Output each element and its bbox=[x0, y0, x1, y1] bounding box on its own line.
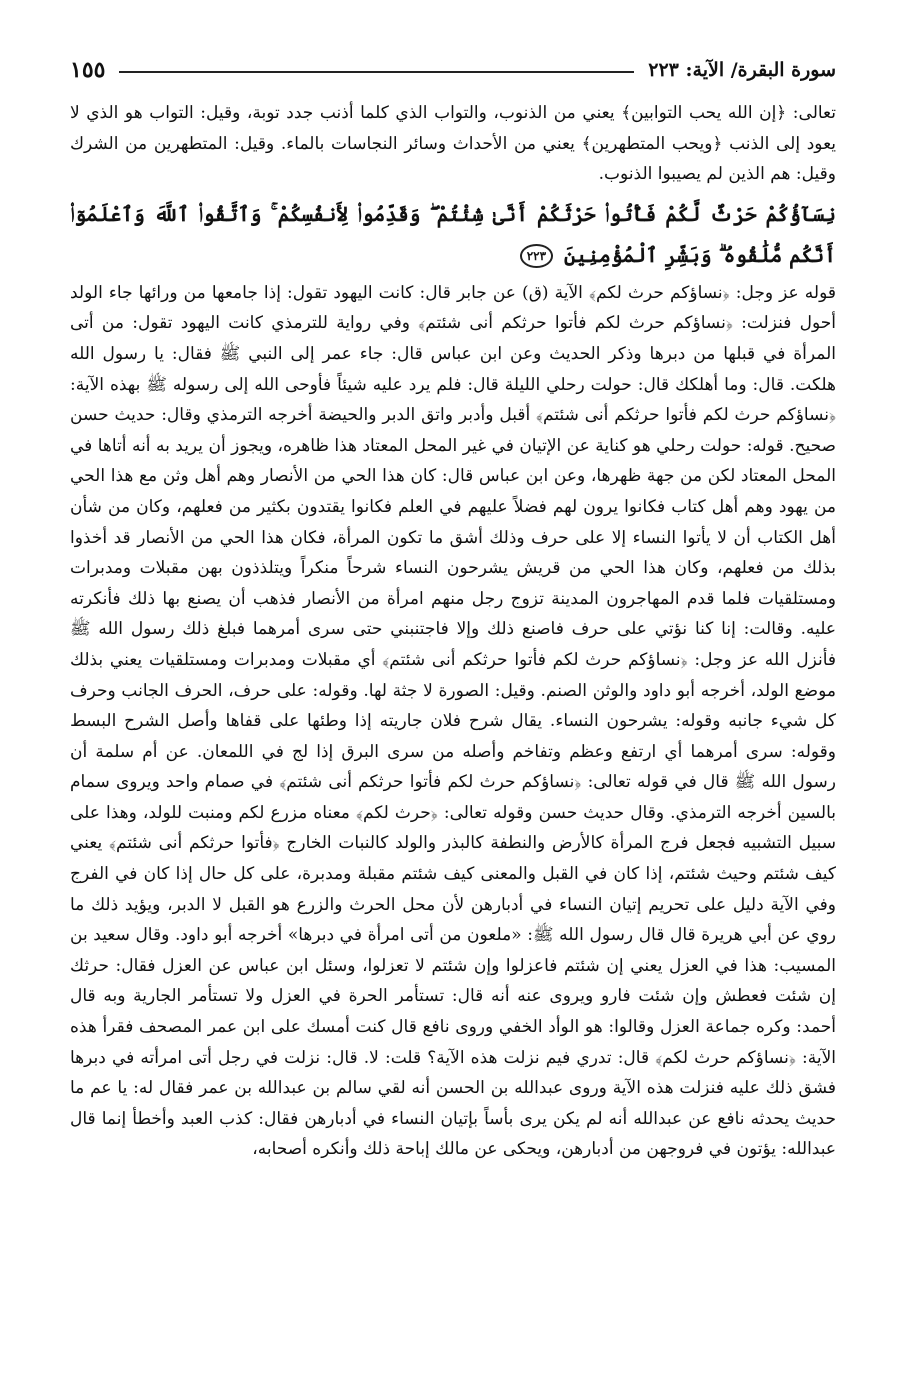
commentary-paragraph: قوله عز وجل: ﴿نساؤكم حرث لكم﴾ الآية (ق) عن جابر قال: كانت اليهود تقول: إذا جامعها من ورائها جاء الولد أحول فنزلت: ﴿نساؤكم حرث لكم فأتوا حرثكم أنى شئتم﴾ وفي رواية للترمذي كانت اليهود تقول: من أتى المرأة في قبلها من دبرها وذكر الحديث وعن ابن عباس قال: جاء عمر إلى النبي ﷺ فقال: يا رسول الله هلكت. قال: وما أهلكك قال: حولت رحلي الليلة قال: فلم يرد عليه شيئاً فأوحى الله إلى رسوله ﷺ بهذه الآية: ﴿نساؤكم حرث لكم فأتوا حرثكم أنى شئتم﴾ أقبل وأدبر واتق الدبر والحيضة أخرجه الترمذي وقال: حديث حسن صحيح. قوله: حولت رحلي هو كناية عن الإتيان في غير المحل المعتاد هذا ظاهره، ويجوز أن يريد به أنه أتاها في المحل المعتاد لكن من جهة ظهرها، وعن ابن عباس قال: كان هذا الحي من الأنصار وهم أهل وثن مع هذا الحي من يهود وهم أهل كتاب فكانوا يرون لهم فضلاً عليهم في العلم فكانوا يقتدون بكثير من فعلهم، وكان من شأن أهل الكتاب أن لا يأتوا النساء إلا على حرف وذلك أشق ما تكون المرأة، فكان هذا الحي من الأنصار قد أخذوا بذلك من فعلهم، وكان هذا الحي من قريش يشرحون النساء شرحاً منكراً ويتلذذون بهن مقبلات ومدبرات ومستلقيات فلما قدم المهاجرون المدينة تزوج رجل منهم امرأة من الأنصار فذهب أن يصنع بها ذلك فأنكرته عليه. وقالت: إنا كنا نؤتي على حرف فاصنع ذلك وإلا فاجتنبني حتى سرى أمرهما فبلغ ذلك رسول الله ﷺ فأنزل الله عز وجل: ﴿نساؤكم حرث لكم فأتوا حرثكم أنى شئتم﴾ أي مقبلات ومدبرات ومستلقيات يعني بذلك موضع الولد، أخرجه أبو داود والوثن الصنم. وقيل: الصورة لا جثة لها. وقوله: على حرف، الحرف الجانب وحرف كل شيء جانبه وقوله: يشرحون النساء. يقال شرح فلان جاريته إذا وطئها على قفاها وأصل الشرح البسط وقوله: سرى أمرهما أي ارتفع وعظم وتفاخم وأصله من سرى البرق إذا لج في اللمعان. عن أم سلمة أن رسول الله ﷺ قال في قوله تعالى: ﴿نساؤكم حرث لكم فأتوا حرثكم أنى شئتم﴾ في صمام واحد ويروى سمام بالسين أخرجه الترمذي. وقال حديث حسن وقوله تعالى: ﴿حرث لكم﴾ معناه مزرع لكم ومنبت للولد، وهذا على سبيل التشبيه فجعل فرج المرأة كالأرض والنطفة كالبذر والولد كالنبات الخارج ﴿فأتوا حرثكم أنى شئتم﴾ يعني كيف شئتم وحيث شئتم، إذا كان في القبل والمعنى كيف شئتم مقبلة ومدبرة، على كل حال إذا كان في الفرج وفي الآية دليل على تحريم إتيان النساء في أدبارهن لأن محل الحرث والزرع هو القبل لا الدبر، ويؤيد ذلك ما روي عن أبي هريرة قال قال رسول الله ﷺ: «ملعون من أتى امرأة في دبرها» أخرجه أبو داود. وقال سعيد بن المسيب: هذا في العزل يعني إن شئتم فاعزلوا وإن شئتم لا تعزلوا، وسئل ابن عباس عن العزل فقال: حرثك إن شئت فعطش وإن شئت فارو ويروى عنه أنه قال: تستأمر الحرة في العزل ولا تستأمر الجارية وبه قال أحمد: وكره جماعة العزل وقالوا: هو الوأد الخفي وروى نافع قال كنت أمسك على ابن عمر المصحف فقرأ هذه الآية: ﴿نساؤكم حرث لكم﴾ قال: تدري فيم نزلت هذه الآية؟ قلت: لا. قال: نزلت في رجل أتى امرأته في دبرها فشق ذلك عليه فنزلت هذه الآية وروى عبدالله بن الحسن أنه لقي سالم بن عبدالله بن عمر فقال له: يا عم ما حديث يحدثه نافع عن عبدالله أنه لم يكن يرى بأساً بإتيان النساء في أدبارهن فقال: كذب العبد وأخطأ إنما قال عبدالله: يؤتون في فروجهن من أدبارهن، ويحكى عن مالك إباحة ذلك وأنكره أصحابه، bbox=[70, 282, 836, 1160]
quran-verse bbox=[70, 194, 836, 276]
intro-paragraph: تعالى: ﴿إن الله يحب التوابين﴾ يعني من الذنوب، والتواب الذي كلما أذنب جدد توبة، وقيل: التواب هو الذي لا يعود إلى الذنب ﴿ويحب المتطهرين﴾ يعني من الأحداث وسائر النجاسات بالماء. وقيل: المتطهرين من الشرك وقيل: هم الذين لم يصيبوا الذنوب. bbox=[70, 103, 836, 185]
verse-text: نِسَآؤُكُمْ حَرْثٌ لَّكُمْ فَأْتُوا۟ حَرْثَكُمْ أَنَّىٰ شِئْتُمْ ۖ وَقَدِّمُوا۟ لِأَنفُسِكُمْ ۚ وَٱتَّقُوا۟ ٱللَّهَ وَٱعْلَمُوٓا۟ أَنَّكُم مُّلَٰقُوهُ ۗ وَبَشِّرِ ٱلْمُؤْمِنِينَ bbox=[70, 201, 836, 267]
page-header bbox=[70, 50, 836, 90]
header-rule bbox=[119, 71, 634, 73]
verse-number-marker: ٢٢٣ bbox=[520, 244, 553, 268]
page-number: ١٥٥ bbox=[70, 57, 106, 83]
page-body bbox=[70, 98, 836, 1165]
surah-title: سورة البقرة/ الآية: ٢٢٣ bbox=[648, 59, 836, 81]
